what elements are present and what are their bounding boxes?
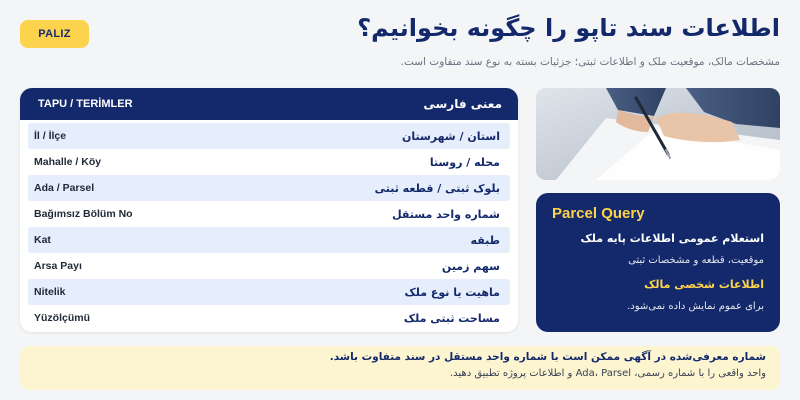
page-subtitle: مشخصات مالک، موقعیت ملک و اطلاعات ثبتی؛ جزئیات بسته به نوع سند متفاوت است. [400,56,780,68]
term-turkish: Yüzölçümü [34,312,91,324]
term-turkish: Kat [34,234,51,246]
page-title: اطلاعات سند تاپو را چگونه بخوانیم؟ [357,14,780,42]
public-inquiry-heading: استعلام عمومی اطلاعات پایه ملک [580,232,764,245]
term-persian: بلوک ثبتی / قطعه ثبتی [374,181,500,195]
term-turkish: Mahalle / Köy [34,156,102,168]
term-turkish: İl / İlçe [34,130,67,142]
public-inquiry-text: موقعیت، قطعه و مشخصات ثبتی [628,255,764,266]
header-persian-meaning: معنی فارسی [423,97,502,111]
table-header [20,88,518,120]
table-row [28,253,510,279]
note-line-1: شماره معرفی‌شده در آگهی ممکن است با شماره واحد مستقل در سند متفاوت باشد. [329,351,766,363]
warning-note [20,346,780,390]
term-persian: استان / شهرستان [401,129,500,143]
table-row [28,279,510,305]
term-turkish: Nitelik [34,286,66,298]
term-persian: ماهیت یا نوع ملک [404,285,500,299]
table-row [28,227,510,253]
term-turkish: Bağımsız Bölüm No [34,208,133,220]
table-row [28,175,510,201]
term-persian: مساحت ثبتی ملک [403,311,500,325]
signing-illustration [536,88,780,180]
note-line-2: واحد واقعی را با شماره رسمی، Ada، Parsel و اطلاعات پروژه تطبیق دهید. [449,368,766,379]
table-row [28,123,510,149]
parcel-query-title: Parcel Query [552,205,645,222]
term-persian: سهم زمین [441,259,500,273]
header-turkish-terms: TAPU / TERİMLER [38,98,133,110]
terms-table [20,88,518,332]
term-persian: طبقه [470,233,500,247]
table-row [28,201,510,227]
table-row [28,305,510,331]
term-persian: محله / روستا [429,155,500,169]
term-persian: شماره واحد مستقل [392,207,500,221]
term-turkish: Ada / Parsel [34,182,95,194]
owner-info-heading: اطلاعات شخصی مالک [644,278,764,291]
owner-info-text: برای عموم نمایش داده نمی‌شود. [627,301,764,312]
table-row [28,149,510,175]
paliz-button[interactable]: PALIZ [20,20,89,48]
term-turkish: Arsa Payı [34,260,82,272]
parcel-query-card [536,193,780,332]
document-signing-photo [536,88,780,180]
